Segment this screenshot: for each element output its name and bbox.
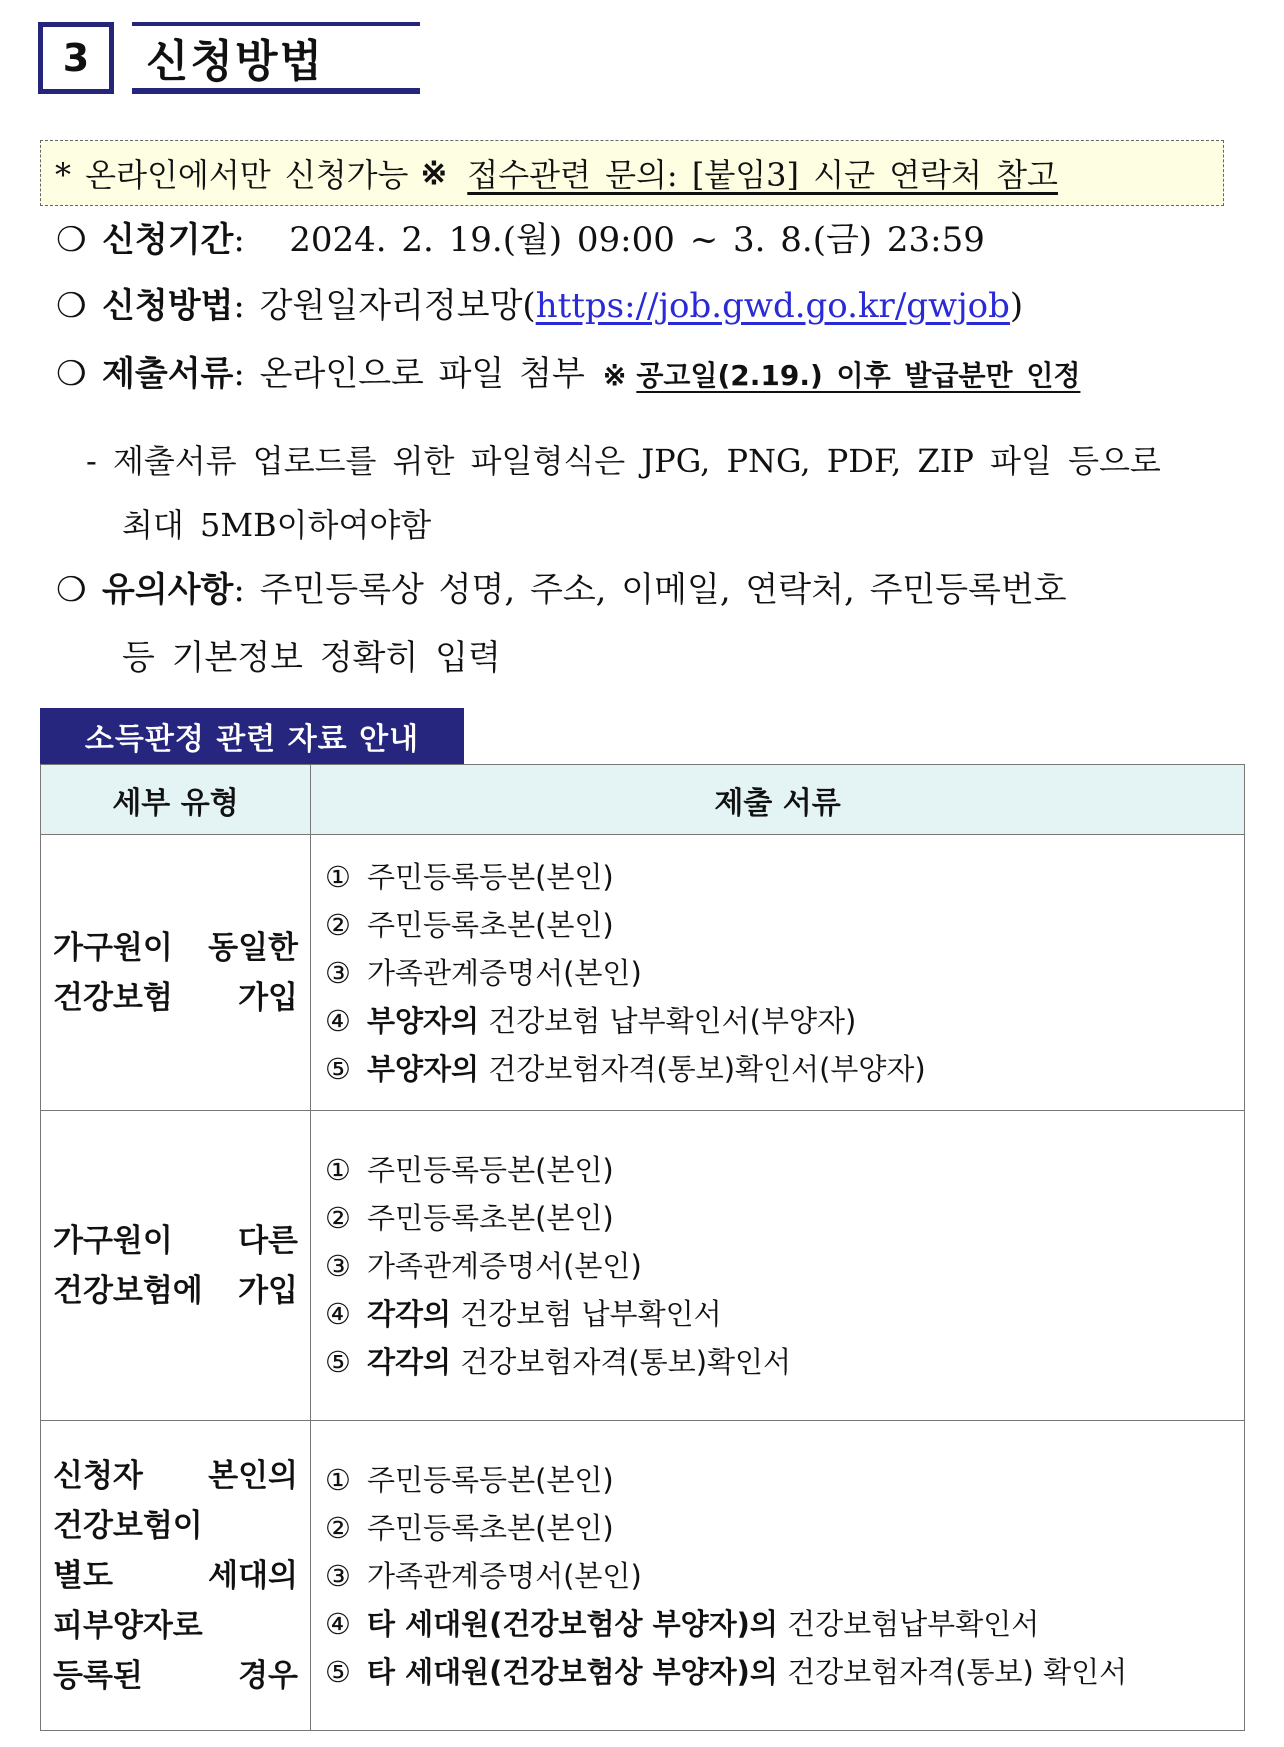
list-item: ② 주민등록초본(본인) — [325, 907, 614, 942]
bullet-circle-icon: ❍ — [56, 570, 87, 610]
reference-mark: ※ — [602, 359, 627, 392]
job-portal-link[interactable]: https://job.gwd.go.kr/gwjob — [535, 286, 1010, 326]
application-method-line: ❍ 신청방법: 강원일자리정보망(https://job.gwd.go.kr/gwjob) — [56, 286, 1024, 326]
caution-text-1: 주민등록상 성명, 주소, 이메일, 연락처, 주민등록번호 — [259, 570, 1067, 610]
reference-mark: ※ — [420, 154, 448, 192]
bullet-circle-icon: ❍ — [56, 354, 87, 394]
section-number: 3 — [38, 22, 114, 94]
row-type: 신청자 본인의 건강보험이 별도 세대의 피부양자로 등록된 경우 — [41, 1421, 311, 1731]
method-value-prefix: 강원일자리정보망( — [259, 286, 536, 326]
list-item: ③ 가족관계증명서(본인) — [325, 1558, 642, 1593]
online-only-text: * 온라인에서만 신청가능 — [55, 156, 409, 194]
list-item: ① 주민등록등본(본인) — [325, 859, 614, 894]
list-item: ④ 부양자의 건강보험 납부확인서(부양자) — [325, 1003, 857, 1038]
list-item: ① 주민등록등본(본인) — [325, 1462, 614, 1497]
caution-line: ❍ 유의사항: 주민등록상 성명, 주소, 이메일, 연락처, 주민등록번호 — [56, 570, 1067, 610]
header-type: 세부 유형 — [41, 765, 311, 835]
list-item: ④ 타 세대원(건강보험상 부양자)의 건강보험납부확인서 — [325, 1606, 1040, 1641]
documents-label: 제출서류 — [102, 354, 234, 394]
period-label: 신청기간 — [102, 220, 234, 260]
list-item: ⑤ 각각의 건강보험자격(통보)확인서 — [325, 1344, 792, 1379]
file-size-note: 최대 5MB이하여야함 — [122, 506, 432, 544]
table-row — [41, 835, 1245, 1111]
file-format-note: - 제출서류 업로드를 위한 파일형식은 JPG, PNG, PDF, ZIP 파일 등으로 — [86, 442, 1161, 480]
period-value: 2024. 2. 19.(월) 09:00 ~ 3. 8.(금) 23:59 — [289, 220, 985, 260]
row-documents — [311, 1111, 1245, 1421]
table-row — [41, 1421, 1245, 1731]
row-documents — [311, 1421, 1245, 1731]
online-notice-box — [40, 140, 1224, 206]
list-item: ① 주민등록등본(본인) — [325, 1152, 614, 1187]
bullet-circle-icon: ❍ — [56, 220, 87, 260]
bullet-circle-icon: ❍ — [56, 286, 87, 326]
table-header-row — [41, 765, 1245, 835]
documents-value: 온라인으로 파일 첨부 — [259, 354, 585, 394]
row-documents — [311, 835, 1245, 1111]
list-item: ② 주민등록초본(본인) — [325, 1510, 614, 1545]
application-period-line: ❍ 신청기간: 2024. 2. 19.(월) 09:00 ~ 3. 8.(금) 23:59 — [56, 220, 985, 260]
list-item: ④ 각각의 건강보험 납부확인서 — [325, 1296, 722, 1331]
method-label: 신청방법 — [102, 286, 234, 326]
inquiry-reference: 접수관련 문의: [붙임3] 시군 연락처 참고 — [467, 156, 1058, 194]
header-documents: 제출 서류 — [311, 765, 1245, 835]
caution-text-2: 등 기본정보 정확히 입력 — [122, 638, 501, 678]
income-docs-tab-label: 소득판정 관련 자료 안내 — [40, 708, 464, 764]
list-item: ③ 가족관계증명서(본인) — [325, 955, 642, 990]
income-docs-table — [40, 764, 1245, 1731]
caution-label: 유의사항 — [102, 570, 234, 610]
section-title: 신청방법 — [132, 22, 420, 94]
list-item: ⑤ 부양자의 건강보험자격(통보)확인서(부양자) — [325, 1051, 926, 1086]
list-item: ② 주민등록초본(본인) — [325, 1200, 614, 1235]
row-type: 가구원이 다른 건강보험에 가입 — [41, 1111, 311, 1421]
method-value-suffix: ) — [1009, 286, 1024, 326]
submission-documents-line: ❍ 제출서류: 온라인으로 파일 첨부 ※ 공고일(2.19.) 이후 발급분만 인정 — [56, 354, 1081, 394]
list-item: ③ 가족관계증명서(본인) — [325, 1248, 642, 1283]
table-row — [41, 1111, 1245, 1421]
list-item: ⑤ 타 세대원(건강보험상 부양자)의 건강보험자격(통보) 확인서 — [325, 1654, 1128, 1689]
issue-date-note: 공고일(2.19.) 이후 발급분만 인정 — [636, 359, 1081, 392]
row-type: 가구원이 동일한 건강보험 가입 — [41, 835, 311, 1111]
